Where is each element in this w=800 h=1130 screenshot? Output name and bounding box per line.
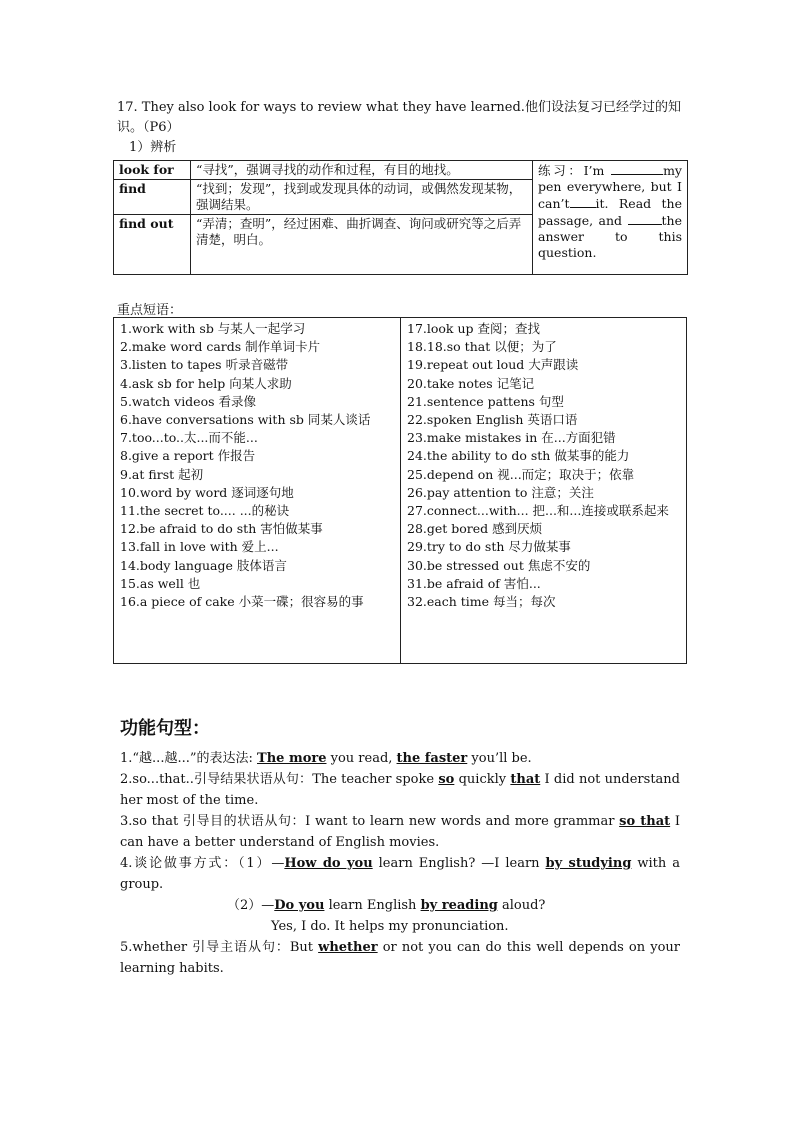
sentence-3	[120, 811, 680, 853]
sentence-text: 3.so that 引导目的状语从句：I want to learn new words and more grammar	[120, 814, 620, 829]
sentence-text: learn English? —I learn	[372, 856, 546, 871]
functional-sentences	[120, 748, 680, 979]
sentence-text: or not you can do this well depends on your learning habits.	[120, 940, 680, 976]
phrase-item: 27.connect...with... 把...和...连接或联系起来	[407, 503, 669, 519]
sentence-text: quickly	[454, 772, 511, 787]
phrase-item: 2.make word cards 制作单词卡片	[120, 339, 321, 355]
key-phrase: Do you	[274, 898, 325, 913]
phrase-item: 5.watch videos 看录像	[120, 393, 256, 409]
sentence-text: 2.so...that..引导结果状语从句：The teacher spoke	[120, 772, 439, 787]
sentence-text: learn English	[324, 898, 421, 913]
phrase-item: 15.as well 也	[120, 575, 201, 591]
phrase-item: 28.get bored 感到厌烦	[407, 521, 543, 537]
term-cell: look for	[114, 161, 191, 180]
table-row	[114, 161, 688, 180]
key-phrase: that	[510, 772, 541, 787]
phrase-item: 10.word by word 逐词逐句地	[120, 484, 294, 500]
sentence-text: （2）—	[227, 898, 275, 913]
phrase-item: 9.at first 起初	[120, 466, 204, 482]
phrases-title: 重点短语：	[117, 303, 183, 318]
phrase-item: 19.repeat out loud 大声跟读	[407, 357, 579, 373]
comparison-table	[113, 160, 688, 275]
sentence-text: aloud?	[497, 898, 546, 913]
sentence-text: 1.“越...越...”的表达法:	[120, 751, 258, 766]
sentence-5	[120, 937, 680, 979]
phrase-item: 8.give a report 作报告	[120, 448, 256, 464]
phrases-table	[113, 317, 687, 664]
phrase-item: 21.sentence pattens 句型	[407, 393, 564, 409]
exercise-blank-3	[628, 212, 662, 225]
term-cell: find	[114, 180, 191, 215]
phrase-item: 32.each time 每当；每次	[407, 594, 556, 610]
phrase-item: 11.the secret to.... ...的秘诀	[120, 503, 290, 519]
phrase-item: 18.18.so that 以便；为了	[407, 339, 557, 355]
phrase-item: 22.spoken English 英语口语	[407, 412, 578, 428]
sentence-text: I can have a better understand of English movies.	[120, 814, 680, 850]
phrase-item: 29.try to do sth 尽力做某事	[407, 539, 571, 555]
key-phrase: whether	[318, 940, 378, 955]
key-phrase: so that	[619, 814, 671, 829]
sentence-text: you read,	[326, 751, 397, 766]
meaning-cell: “找到；发现”，找到或发现具体的动词，或偶然发现某物，强调结果。	[191, 180, 533, 215]
phrase-item: 23.make mistakes in 在...方面犯错	[407, 430, 616, 446]
exercise-blank-2	[570, 195, 596, 208]
phrase-item: 1.work with sb 与某人一起学习	[120, 321, 306, 336]
phrase-item: 20.take notes 记笔记	[407, 375, 535, 391]
sentence-text: 5.whether 引导主语从句：But	[120, 940, 319, 955]
key-phrase: by studying	[545, 856, 632, 871]
phrase-item: 16.a piece of cake 小菜一碟；很容易的事	[120, 594, 364, 610]
phrase-item: 7.too...to..太...而不能...	[120, 430, 258, 446]
intro-sentence-line1: 17. They also look for ways to review what they have learned.他们设法复习已经学过的知	[117, 100, 681, 115]
term-cell: find out	[114, 215, 191, 275]
key-phrase: by reading	[420, 898, 498, 913]
sentence-text: I did not understand her most of the time.	[120, 772, 680, 808]
phrase-item: 12.be afraid to do sth 害怕做某事	[120, 521, 323, 537]
exercise-cell	[533, 161, 688, 275]
phrase-item: 26.pay attention to 注意；关注	[407, 484, 594, 500]
phrase-item: 6.have conversations with sb 同某人谈话	[120, 412, 371, 428]
phrases-column-right	[401, 318, 686, 663]
sentence-2	[120, 769, 680, 811]
functional-title: 功能句型：	[120, 718, 210, 739]
key-phrase: The more	[257, 751, 327, 766]
comparison-subheading: 1）辨析	[129, 140, 177, 155]
exercise-text-3: it. Read the passage, and	[538, 196, 682, 228]
phrase-item: 14.body language 肢体语言	[120, 557, 287, 573]
sentence-text: with a group.	[120, 856, 680, 892]
phrase-item: 3.listen to tapes 听录音磁带	[120, 357, 289, 373]
intro-sentence-line2: 识。（P6）	[117, 120, 180, 135]
sentence-4c: Yes, I do. It helps my pronunciation.	[271, 919, 509, 934]
key-phrase: the faster	[396, 751, 468, 766]
sentence-4b	[120, 895, 680, 916]
exercise-text-2: my pen everywhere, but I can’t	[538, 163, 682, 211]
key-phrase: so	[438, 772, 455, 787]
sentence-text: 4.谈论做事方式：（1）—	[120, 856, 285, 871]
intro-section	[117, 98, 687, 158]
exercise-blank-1	[611, 162, 663, 175]
phrase-item: 4.ask sb for help 向某人求助	[120, 375, 292, 391]
phrase-item: 13.fall in love with 爱上...	[120, 539, 279, 555]
phrase-item: 30.be stressed out 焦虑不安的	[407, 557, 591, 573]
phrase-item: 24.the ability to do sth 做某事的能力	[407, 448, 630, 464]
sentence-text: you’ll be.	[467, 751, 532, 766]
sentence-4	[120, 853, 680, 895]
phrases-column-left	[114, 318, 401, 663]
sentence-1	[120, 748, 680, 769]
phrase-item: 17.look up 查阅；查找	[407, 321, 541, 336]
phrase-item: 25.depend on 视...而定；取决于；依靠	[407, 466, 635, 482]
key-phrase: How do you	[284, 856, 373, 871]
meaning-cell: “弄清；查明”，经过困难、曲折调查、询问或研究等之后弄清楚，明白。	[191, 215, 533, 275]
exercise-text-1: 练习：I’m	[538, 163, 612, 178]
phrase-item: 31.be afraid of 害怕...	[407, 575, 541, 591]
exercise-text-4: the answer to this question.	[538, 213, 682, 260]
meaning-cell: “寻找”，强调寻找的动作和过程，有目的地找。	[191, 161, 533, 180]
